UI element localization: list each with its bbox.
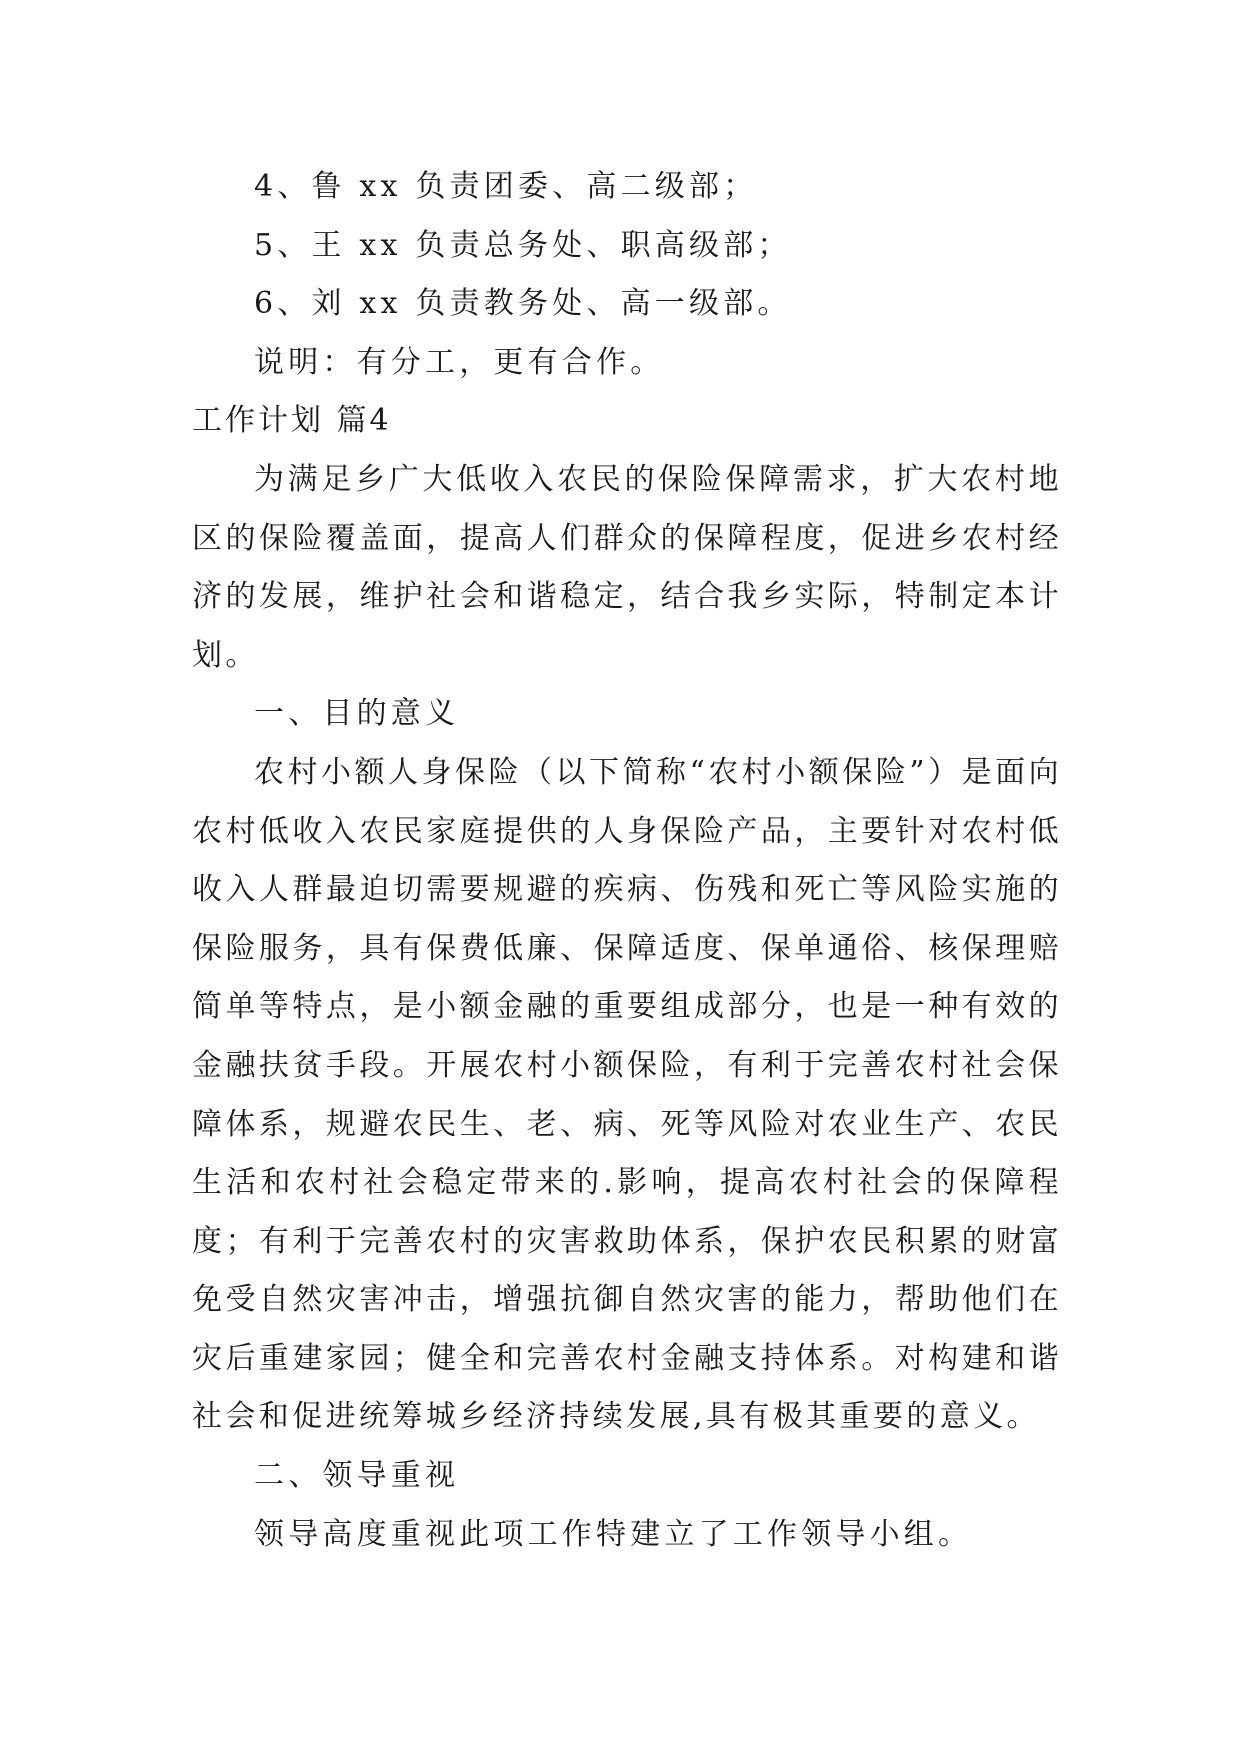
section-title: 工作计划 篇4 [192,403,392,439]
note-text: 说明：有分工，更有合作。 [254,344,665,380]
leadership-paragraph: 领导高度重视此项工作特建立了工作领导小组。 [254,1516,973,1552]
list-item-4: 4、鲁 xx 负责团委、高二级部； [254,169,758,204]
list-item-6: 6、刘 xx 负责教务处、高一级部。 [254,286,792,322]
heading-purpose: 一、目的意义 [254,696,460,732]
intro-paragraph: 为满足乡广大低收入农民的保险保障需求，扩大农村地区的保险覆盖面，提高人们群众的保障程度，促进乡农村经济的发展，维护社会和谐稳定，结合我乡实际，特制定本计划。 [192,461,1062,673]
purpose-paragraph: 农村小额人身保险（以下简称“农村小额保险”）是面向农村低收入农民家庭提供的人身保险产品，主要针对农村低收入人群最迫切需要规避的疾病、伤残和死亡等风险实施的保险服务，具有保费低廉、保障适度、保单通俗、核保理赔简单等特点，是小额金融的重要组成部分，也是一种有效的金融扶贫手段。开展农村小额保险，有利于完善农村社会保障体系，规避农民生、老、病、死等风险对农业生产、农民生活和农村社会稳定带来的.影响，提高农村社会的保障程度；有利于完善农村的灾害救助体系，保护农民积累的财富免受自然灾害冲击，增强抗御自然灾害的能力，帮助他们在灾后重建家园；健全和完善农村金融支持体系。对构建和谐社会和促进统筹城乡经济持续发展,具有极其重要的意义。 [192,754,1062,1435]
document-content [192,158,1062,1564]
list-item-5: 5、王 xx 负责总务处、职高级部； [254,227,792,263]
heading-leadership: 二、领导重视 [254,1458,460,1494]
